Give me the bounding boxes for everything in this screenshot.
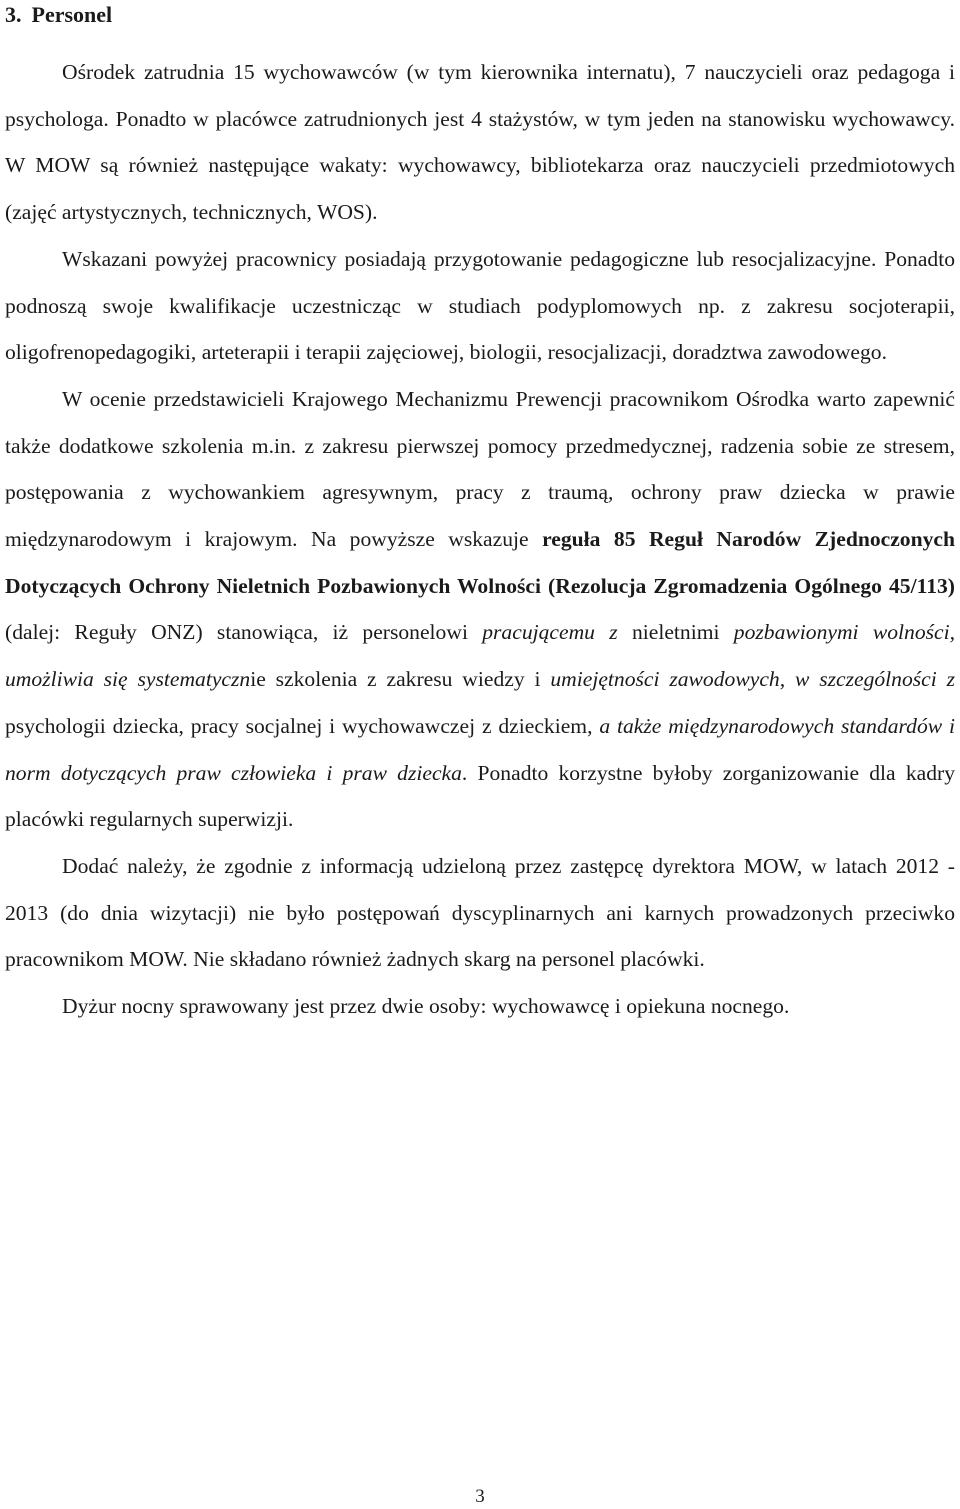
paragraph-night-duty xyxy=(5,983,955,1030)
text-run: umiejętności zawodowych, w szczególności z xyxy=(550,667,956,692)
text-run: W ocenie przedstawicieli Krajowego Mechanizmu Prewencji pracownikom Ośrodka warto zapewnić także dodatkowe szkolenia m.in. z zakresu pierwszej pomocy przedmedycznej, radzenia sobie ze stresem, postępowania z wychowankiem agresywnym, pracy z traumą, ochrony praw dziecka w prawie międzynarodowym i krajowym. Na powyższe wskazuje xyxy=(5,386,955,552)
section-body xyxy=(5,49,955,1030)
page-number: 3 xyxy=(475,1486,485,1507)
section-title: Personel xyxy=(31,2,113,27)
text-run: nieletnimi xyxy=(631,620,734,645)
text-run: Dodać należy, że zgodnie z informacją udzieloną przez zastępcę dyrektora MOW, w latach 2012 - 2013 (do dnia wizytacji) nie było postępowań dyscyplinarnych ani karnych prowadzonych przeciwko pracownikom MOW. Nie składano również żadnych skarg na personel placówki. xyxy=(5,853,955,972)
paragraph-staffing xyxy=(5,49,955,236)
text-run: pracującemu z xyxy=(482,620,632,645)
text-run: ie szkolenia z zakresu wiedzy i xyxy=(250,667,551,692)
text-run: Wskazani powyżej pracownicy posiadają przygotowanie pedagogiczne lub resocjalizacyjne. Ponadto podnoszą swoje kwalifikacje uczestnicząc w studiach podyplomowych np. z zakresu socjoterapii, oligofrenopedagogiki, arteterapii i terapii zajęciowej, biologii, resocjalizacji, doradztwa zawodowego. xyxy=(5,246,955,365)
text-run: reguła 85 Reguł Narodów Zjednoczonych Dotyczących Ochrony Nieletnich Pozbawionych Wolności (Rezolucja Zgromadzenia Ogólnego 45/113) xyxy=(5,527,956,598)
text-run: psychologii dziecka, pracy socjalnej i wychowawczej z dzieckiem, xyxy=(5,713,600,738)
section-number: 3. xyxy=(5,2,22,27)
paragraph-qualifications xyxy=(5,236,955,376)
text-run: pozbawionymi wolności, umożliwia się systematyczn xyxy=(5,620,956,692)
text-run: . Ponadto korzystne byłoby zorganizowanie dla kadry placówki regularnych superwizji. xyxy=(5,760,955,832)
text-run: a także międzynarodowych standardów i norm dotyczących praw człowieka i praw dziecka xyxy=(5,713,955,785)
paragraph-training-recommendation xyxy=(5,376,955,843)
text-run: Ośrodek zatrudnia 15 wychowawców (w tym kierownika internatu), 7 nauczycieli oraz pedagoga i psychologa. Ponadto w placówce zatrudnionych jest 4 stażystów, w tym jeden na stanowisku wychowawcy. W MOW są również następujące wakaty: wychowawcy, bibliotekarza oraz nauczycieli przedmiotowych (zajęć artystycznych, technicznych, WOS). xyxy=(5,60,955,225)
paragraph-disciplinary-proceedings xyxy=(5,843,955,983)
text-run: Dyżur nocny sprawowany jest przez dwie osoby: wychowawcę i opiekuna nocnego. xyxy=(62,994,790,1019)
section-heading xyxy=(5,2,112,28)
text-run: (dalej: Reguły ONZ) stanowiąca, iż personelowi xyxy=(5,620,483,645)
